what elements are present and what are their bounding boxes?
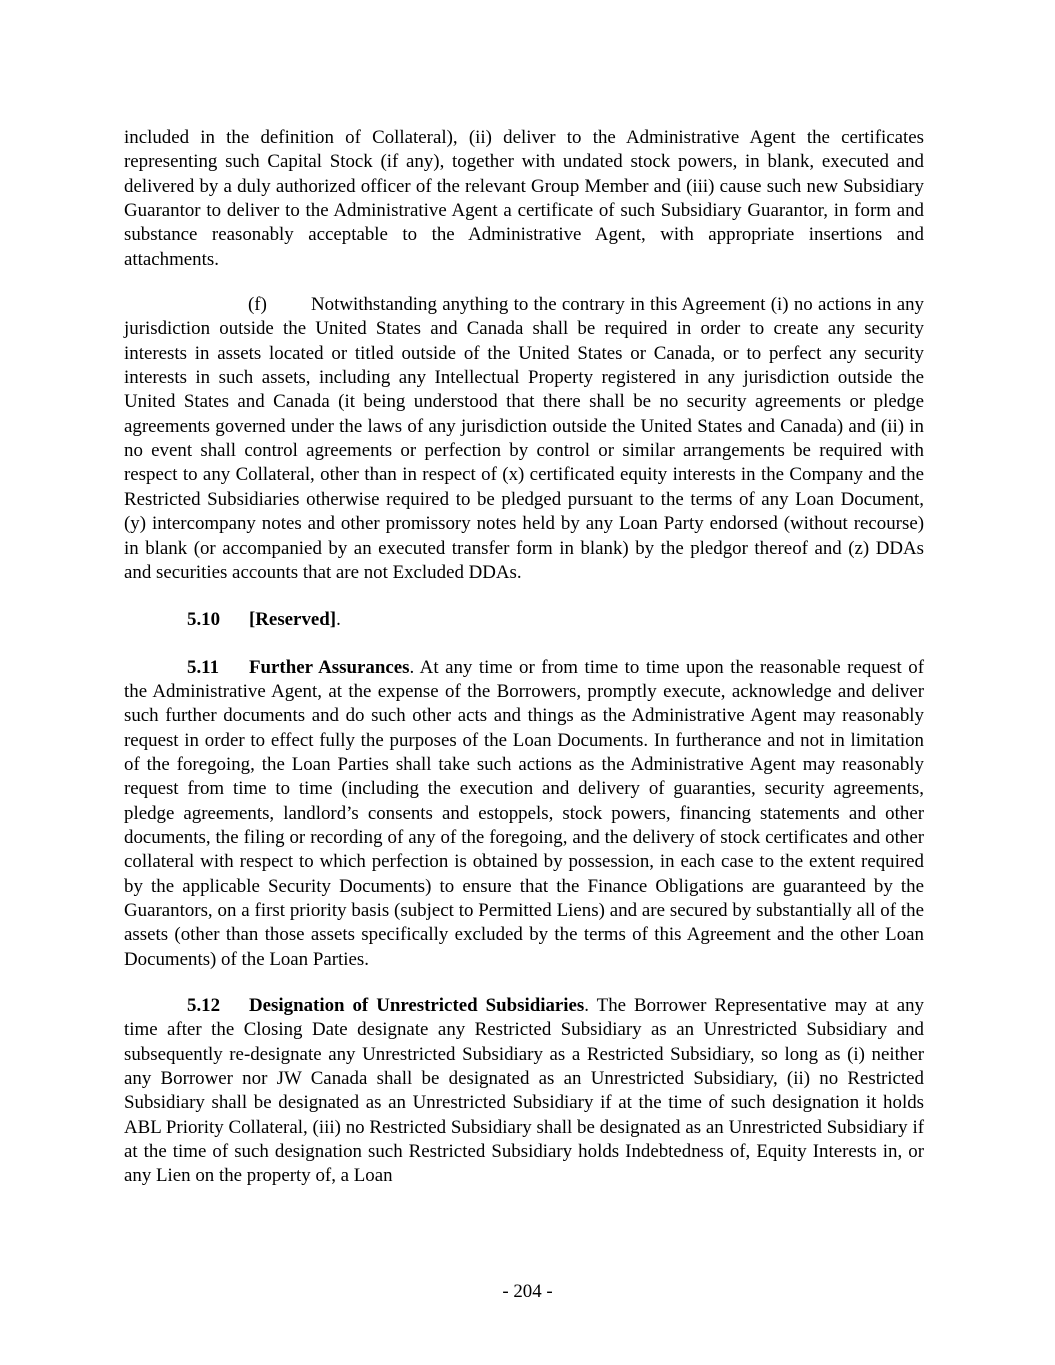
section-5-10 — [124, 608, 924, 632]
section-title: Designation of Unrestricted Subsidiaries — [249, 995, 585, 1016]
section-5-11 — [124, 656, 924, 972]
section-number: 5.11 — [187, 656, 220, 678]
clause-label-f: (f) — [248, 294, 267, 316]
section-title-punct: . — [409, 656, 415, 678]
section-number: 5.10 — [187, 609, 221, 631]
page-number: - 204 - — [502, 1281, 553, 1302]
section-number: 5.12 — [187, 995, 221, 1016]
clause-f-text: Notwithstanding anything to the contrary in this Agreement (i) no actions in any jurisdiction outside the United States and Canada shall be required in order to create any security interests in assets located or titled outside of the United States or Canada, or to perfect any security interests in such assets, including any Intellectual Property registered in any jurisdiction outside the United States and Canada (it being understood that there shall be no security agreements or pledge agreements governed under the laws of any jurisdiction outside the United States and Canada) and (ii) in no event shall control agreements or perfection by control or similar arrangements be required with respect to any Collateral, other than in respect of (x) certificated equity interests in the Company and the Restricted Subsidiaries otherwise required to be pledged pursuant to the terms of any Loan Document, (y) intercompany notes and other promissory notes held by any Loan Party endorsed (without recourse) in blank (or accompanied by an executed transfer form in blank) by the pledgor thereof and (z) DDAs and securities accounts that are not Excluded DDAs. — [124, 294, 924, 583]
section-title-punct: . — [336, 609, 341, 631]
section-body: At any time or from time to time upon the reasonable request of the Administrative Agent, at the expense of the Borrowers, promptly execute, acknowledge and deliver such further documents and do such other acts and things as the Administrative Agent may reasonably request in order to effect fully the purposes of the Loan Documents. In furtherance and not in limitation of the foregoing, the Loan Parties shall take such actions as the Administrative Agent may reasonably request from time to time (including the execution and delivery of guaranties, security agreements, pledge agreements, landlord’s consents and estoppels, stock powers, financing statements and other documents, the filing or recording of any of the foregoing, and the delivery of stock certificates and other collateral with respect to which perfection is obtained by possession, in each case to the extent required by the applicable Security Documents) to ensure that the Finance Obligations are guaranteed by the Guarantors, on a first priority basis (subject to Permitted Liens) and are secured by substantially all of the assets (other than those assets specifically excluded by the terms of this Agreement and the other Loan Documents) of the Loan Parties. — [124, 656, 924, 970]
paragraph-f — [124, 293, 924, 585]
document-page — [124, 126, 924, 1189]
section-title: Further Assurances — [249, 656, 410, 678]
section-title: [Reserved] — [249, 609, 337, 631]
section-5-12 — [124, 994, 924, 1189]
section-body: The Borrower Representative may at any time after the Closing Date designate any Restricted Subsidiary as an Unrestricted Subsidiary and subsequently re-designate any Unrestricted Subsidiary as a Restricted Subsidiary, so long as (i) neither any Borrower nor JW Canada shall be designated as an Unrestricted Subsidiary, (ii) no Restricted Subsidiary shall be designated as an Unrestricted Subsidiary if at the time of such designation it holds ABL Priority Collateral, (iii) no Restricted Subsidiary shall be designated as an Unrestricted Subsidiary if at the time of such designation such Restricted Subsidiary holds Indebtedness of, Equity Interests in, or any Lien on the property of, a Loan — [124, 995, 924, 1187]
section-title-punct: . — [584, 995, 590, 1016]
paragraph-continuation: included in the definition of Collateral), (ii) deliver to the Administrative Agent the certificates representing such Capital Stock (if any), together with undated stock powers, in blank, executed and delivered by a duly authorized officer of the relevant Group Member and (iii) cause such new Subsidiary Guarantor to deliver to the Administrative Agent a certificate of such Subsidiary Guarantor, in form and substance reasonably acceptable to the Administrative Agent, with appropriate insertions and attachments. — [124, 127, 924, 270]
